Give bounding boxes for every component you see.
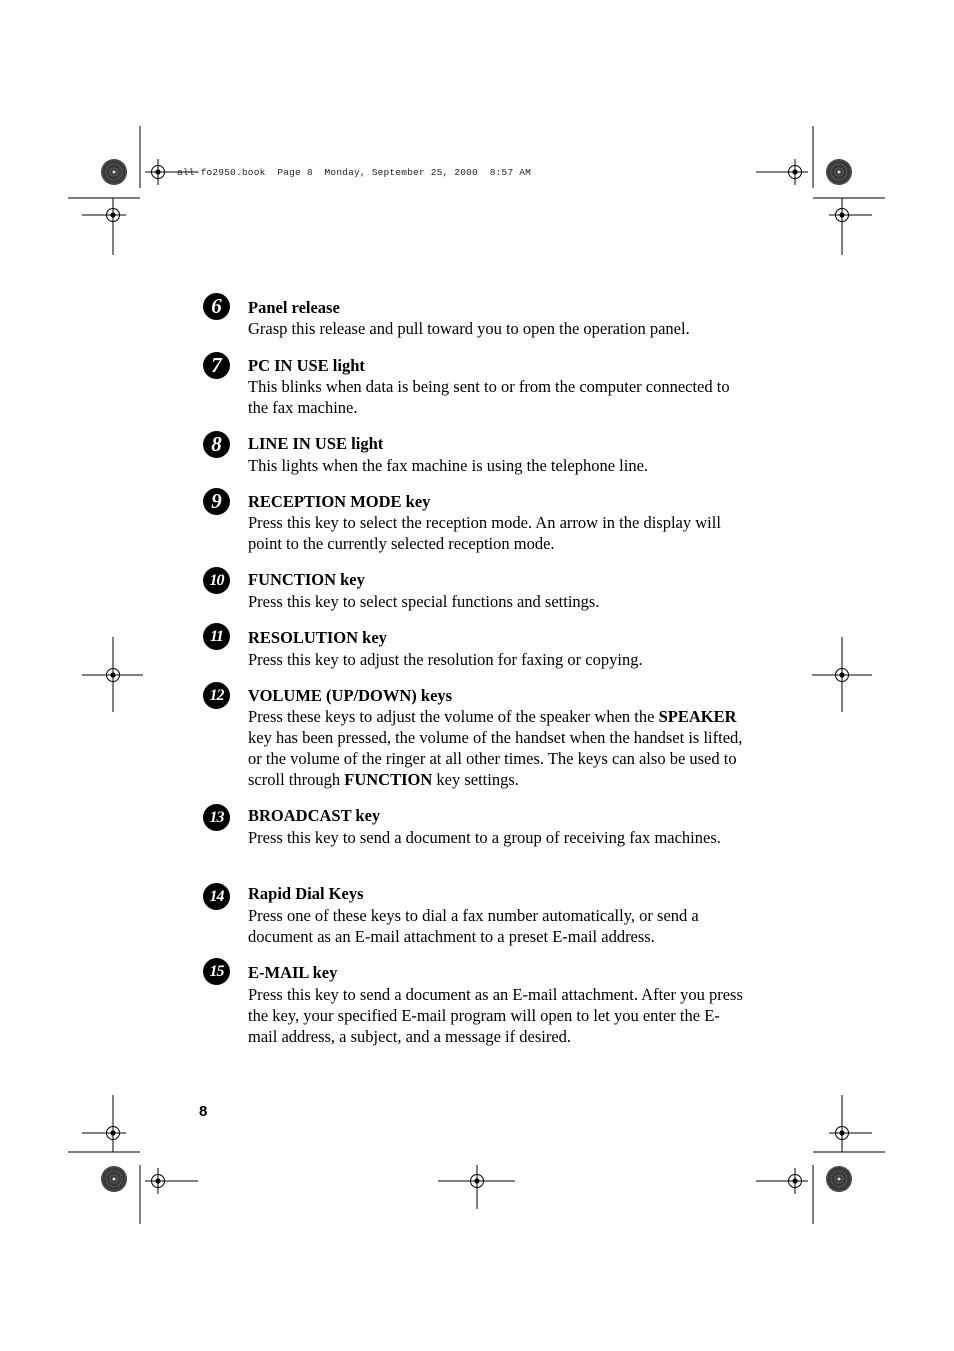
entry-title: VOLUME (UP/DOWN) keys (248, 686, 453, 705)
speaker-key-name: SPEAKER (658, 707, 737, 726)
item-number-badge: 15 (203, 958, 230, 985)
entry-description: Press this key to select special functions and settings. (248, 592, 600, 611)
entry-title: FUNCTION key (248, 570, 365, 589)
item-number-badge: 11 (203, 623, 230, 650)
entry-title: Rapid Dial Keys (248, 884, 364, 903)
entry-title: RECEPTION MODE key (248, 492, 431, 511)
item-number-badge: 10 (203, 567, 230, 594)
body-text: key settings. (432, 770, 519, 789)
entry-description (248, 706, 748, 790)
item-number-badge: 13 (203, 804, 230, 831)
color-target-icon (101, 159, 127, 185)
entry-description: Press this key to adjust the resolution for faxing or copying. (248, 650, 643, 669)
entry-title: BROADCAST key (248, 806, 381, 825)
entry-description: Press this key to send a document as an E-mail attachment. After you press the key, your specified E-mail program will open to let you enter the E-mail address, a subject, and a message if desired. (248, 985, 743, 1046)
entry-description: Press this key to send a document to a group of receiving fax machines. (248, 828, 721, 847)
entry-description: Press one of these keys to dial a fax number automatically, or send a document as an E-mail attachment to a preset E-mail address. (248, 906, 699, 946)
entry-description: This blinks when data is being sent to or from the computer connected to the fax machine. (248, 377, 730, 417)
item-number-badge: 6 (203, 293, 230, 320)
function-key-name: FUNCTION (344, 770, 433, 789)
body-text: Press these keys to adjust the volume of the speaker when the (248, 707, 659, 726)
entry-title: E-MAIL key (248, 963, 338, 982)
entry-title: LINE IN USE light (248, 434, 384, 453)
entry-title: PC IN USE light (248, 356, 365, 375)
entry-description: This lights when the fax machine is using the telephone line. (248, 456, 649, 475)
item-number-badge: 8 (203, 431, 230, 458)
entry-title: Panel release (248, 298, 340, 317)
page-number: 8 (199, 1103, 208, 1120)
item-number-badge: 14 (203, 883, 230, 910)
body-text: key has been pressed, the volume of the handset when the handset is lifted, or the volume of the ringer at all other times. The keys can also be used to scroll through (248, 728, 743, 789)
item-number-badge: 7 (203, 352, 230, 379)
entry-title: RESOLUTION key (248, 628, 387, 647)
entry-description: Grasp this release and pull toward you to open the operation panel. (248, 319, 690, 338)
entry-description: Press this key to select the reception mode. An arrow in the display will point to the currently selected reception mode. (248, 513, 721, 553)
color-target-icon (101, 1166, 127, 1192)
item-number-badge: 12 (203, 682, 230, 709)
item-number-badge: 9 (203, 488, 230, 515)
color-target-icon (826, 159, 852, 185)
print-file-info: all-fo2950.book Page 8 Monday, September 25, 2000 8:57 AM (177, 167, 532, 178)
color-target-icon (826, 1166, 852, 1192)
